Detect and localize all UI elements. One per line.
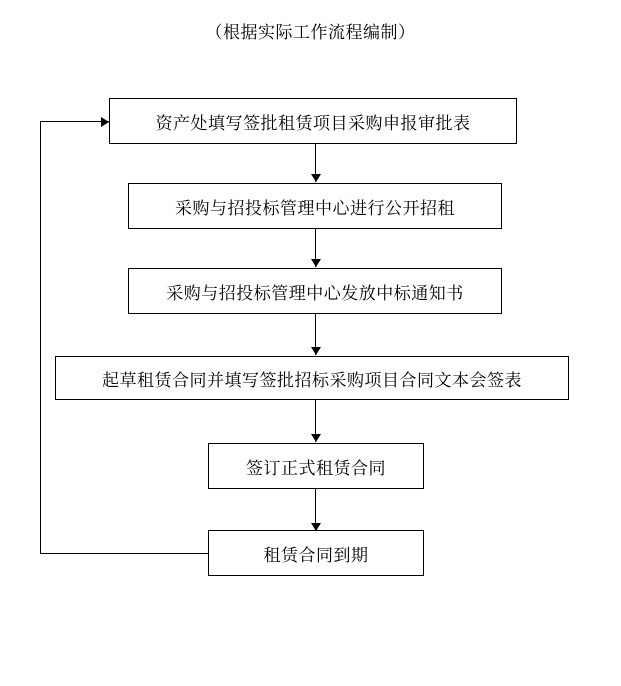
flow-node-3[interactable] [128, 268, 502, 314]
diagram-title: （根据实际工作流程编制） [205, 23, 416, 42]
flow-node-2-label: 采购与招投标管理中心进行公开招租 [175, 198, 455, 218]
flow-node-6-label: 租赁合同到期 [263, 545, 369, 565]
connector-loop-left [40, 121, 41, 553]
flow-node-2[interactable] [128, 183, 502, 229]
flow-node-5-label: 签订正式租赁合同 [246, 458, 386, 478]
connector-n4-n5-arrow [311, 434, 321, 442]
connector-loop-arrow [101, 117, 109, 127]
connector-loop-bottom [40, 553, 208, 554]
connector-n3-n4-arrow [311, 347, 321, 355]
flow-node-5[interactable] [208, 443, 424, 489]
flow-node-4[interactable] [55, 356, 569, 400]
flow-node-1-label: 资产处填写签批租赁项目采购申报审批表 [155, 113, 471, 133]
connector-n2-n3-arrow [311, 259, 321, 267]
flow-node-6[interactable] [208, 530, 424, 576]
flow-node-1[interactable] [109, 98, 517, 144]
connector-n1-n2-arrow [311, 174, 321, 182]
flow-node-4-label: 起草租赁合同并填写签批招标采购项目合同文本会签表 [102, 370, 522, 390]
connector-loop-top [40, 121, 109, 122]
flow-node-3-label: 采购与招投标管理中心发放中标通知书 [166, 283, 464, 303]
